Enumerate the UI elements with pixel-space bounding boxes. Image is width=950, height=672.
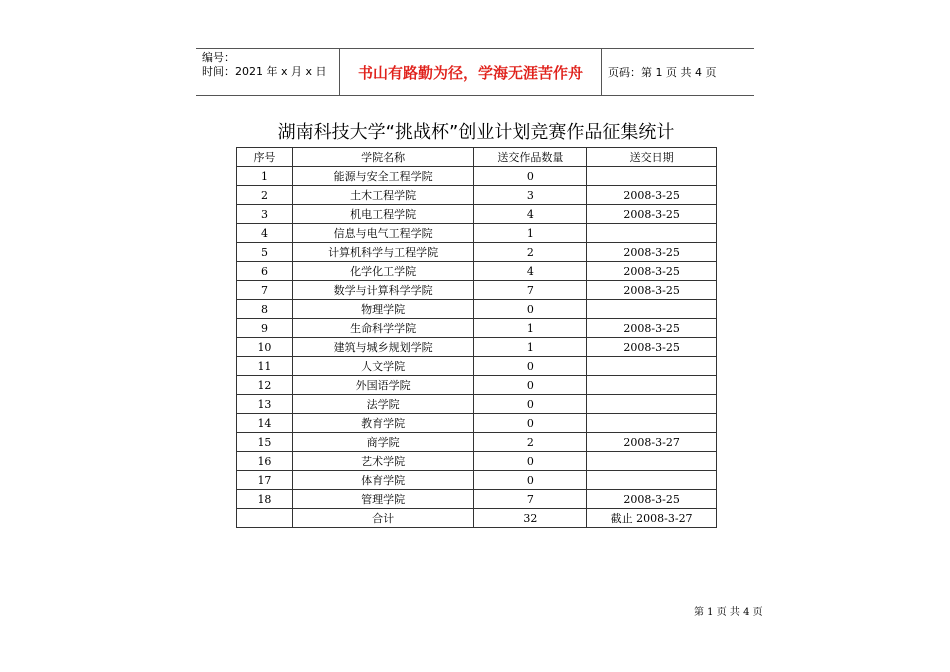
row-index: 12: [237, 376, 293, 395]
row-date: 2008-3-25: [587, 281, 717, 300]
row-count: 3: [474, 186, 587, 205]
row-index: 18: [237, 490, 293, 509]
row-count: 0: [474, 300, 587, 319]
row-college: 法学院: [292, 395, 474, 414]
row-count: 0: [474, 167, 587, 186]
row-college: 信息与电气工程学院: [292, 224, 474, 243]
row-count: 4: [474, 205, 587, 224]
row-college: 机电工程学院: [292, 205, 474, 224]
table-row: [237, 433, 717, 452]
page-footer: 第 1 页 共 4 页: [694, 607, 763, 618]
row-college: 体育学院: [292, 471, 474, 490]
header-page-info: 页码：第 1 页 共 4 页: [608, 66, 717, 79]
row-count: 7: [474, 490, 587, 509]
header-count: 送交作品数量: [474, 148, 587, 167]
row-index: 13: [237, 395, 293, 414]
row-index: 15: [237, 433, 293, 452]
row-college: 建筑与城乡规划学院: [292, 338, 474, 357]
row-college: 人文学院: [292, 357, 474, 376]
row-college: 教育学院: [292, 414, 474, 433]
row-index: 1: [237, 167, 293, 186]
row-college: 管理学院: [292, 490, 474, 509]
header-date: 送交日期: [587, 148, 717, 167]
row-count: 0: [474, 395, 587, 414]
table-row: [237, 224, 717, 243]
number-label: 编号：: [202, 51, 235, 64]
row-date: 2008-3-25: [587, 243, 717, 262]
table-row: [237, 471, 717, 490]
row-date: [587, 357, 717, 376]
row-date: 2008-3-25: [587, 186, 717, 205]
row-college: 生命科学学院: [292, 319, 474, 338]
row-date: 2008-3-25: [587, 319, 717, 338]
row-college: 土木工程学院: [292, 186, 474, 205]
row-date: [587, 471, 717, 490]
total-date: 截止 2008-3-27: [587, 509, 717, 528]
row-date: 2008-3-25: [587, 338, 717, 357]
page-header: [196, 48, 754, 96]
row-count: 0: [474, 357, 587, 376]
row-count: 0: [474, 376, 587, 395]
row-date: [587, 452, 717, 471]
header-index: 序号: [237, 148, 293, 167]
row-date: 2008-3-25: [587, 205, 717, 224]
row-count: 7: [474, 281, 587, 300]
row-index: 2: [237, 186, 293, 205]
row-count: 1: [474, 319, 587, 338]
table-row: [237, 300, 717, 319]
row-college: 商学院: [292, 433, 474, 452]
row-index: 5: [237, 243, 293, 262]
row-date: [587, 224, 717, 243]
statistics-table: [236, 147, 717, 528]
row-college: 物理学院: [292, 300, 474, 319]
row-count: 0: [474, 414, 587, 433]
table-row: [237, 281, 717, 300]
row-date: [587, 395, 717, 414]
row-date: 2008-3-25: [587, 490, 717, 509]
row-college: 化学化工学院: [292, 262, 474, 281]
row-index: 9: [237, 319, 293, 338]
row-college: 数学与计算科学学院: [292, 281, 474, 300]
table-row: [237, 205, 717, 224]
row-index: 10: [237, 338, 293, 357]
total-count: 32: [474, 509, 587, 528]
row-count: 2: [474, 243, 587, 262]
row-count: 1: [474, 338, 587, 357]
table-row: [237, 262, 717, 281]
row-index: 3: [237, 205, 293, 224]
row-count: 1: [474, 224, 587, 243]
table-total-row: [237, 509, 717, 528]
document-title: 湖南科技大学“挑战杯”创业计划竞赛作品征集统计: [277, 122, 675, 143]
row-date: 2008-3-27: [587, 433, 717, 452]
table-header-row: [237, 148, 717, 167]
row-count: 4: [474, 262, 587, 281]
row-date: [587, 376, 717, 395]
table-row: [237, 338, 717, 357]
table-row: [237, 395, 717, 414]
row-college: 外国语学院: [292, 376, 474, 395]
row-college: 计算机科学与工程学院: [292, 243, 474, 262]
row-count: 2: [474, 433, 587, 452]
table-row: [237, 243, 717, 262]
table-row: [237, 414, 717, 433]
row-date: [587, 300, 717, 319]
total-label: 合计: [292, 509, 474, 528]
row-index: 16: [237, 452, 293, 471]
row-college: 能源与安全工程学院: [292, 167, 474, 186]
table-row: [237, 490, 717, 509]
header-meta: [196, 49, 340, 95]
table-row: [237, 452, 717, 471]
table-row: [237, 186, 717, 205]
row-date: 2008-3-25: [587, 262, 717, 281]
header-college: 学院名称: [292, 148, 474, 167]
row-index: 17: [237, 471, 293, 490]
table-row: [237, 357, 717, 376]
time-label: 时间：2021 年 x 月 x 日: [202, 65, 327, 78]
row-index: 11: [237, 357, 293, 376]
row-index: 7: [237, 281, 293, 300]
header-motto: 书山有路勤为径，学海无涯苦作舟: [340, 49, 602, 95]
row-college: 艺术学院: [292, 452, 474, 471]
row-date: [587, 167, 717, 186]
row-count: 0: [474, 471, 587, 490]
row-date: [587, 414, 717, 433]
row-count: 0: [474, 452, 587, 471]
row-index: 6: [237, 262, 293, 281]
table-row: [237, 376, 717, 395]
row-index: 14: [237, 414, 293, 433]
row-index: 8: [237, 300, 293, 319]
table-row: [237, 167, 717, 186]
total-index: [237, 509, 293, 528]
row-index: 4: [237, 224, 293, 243]
table-row: [237, 319, 717, 338]
